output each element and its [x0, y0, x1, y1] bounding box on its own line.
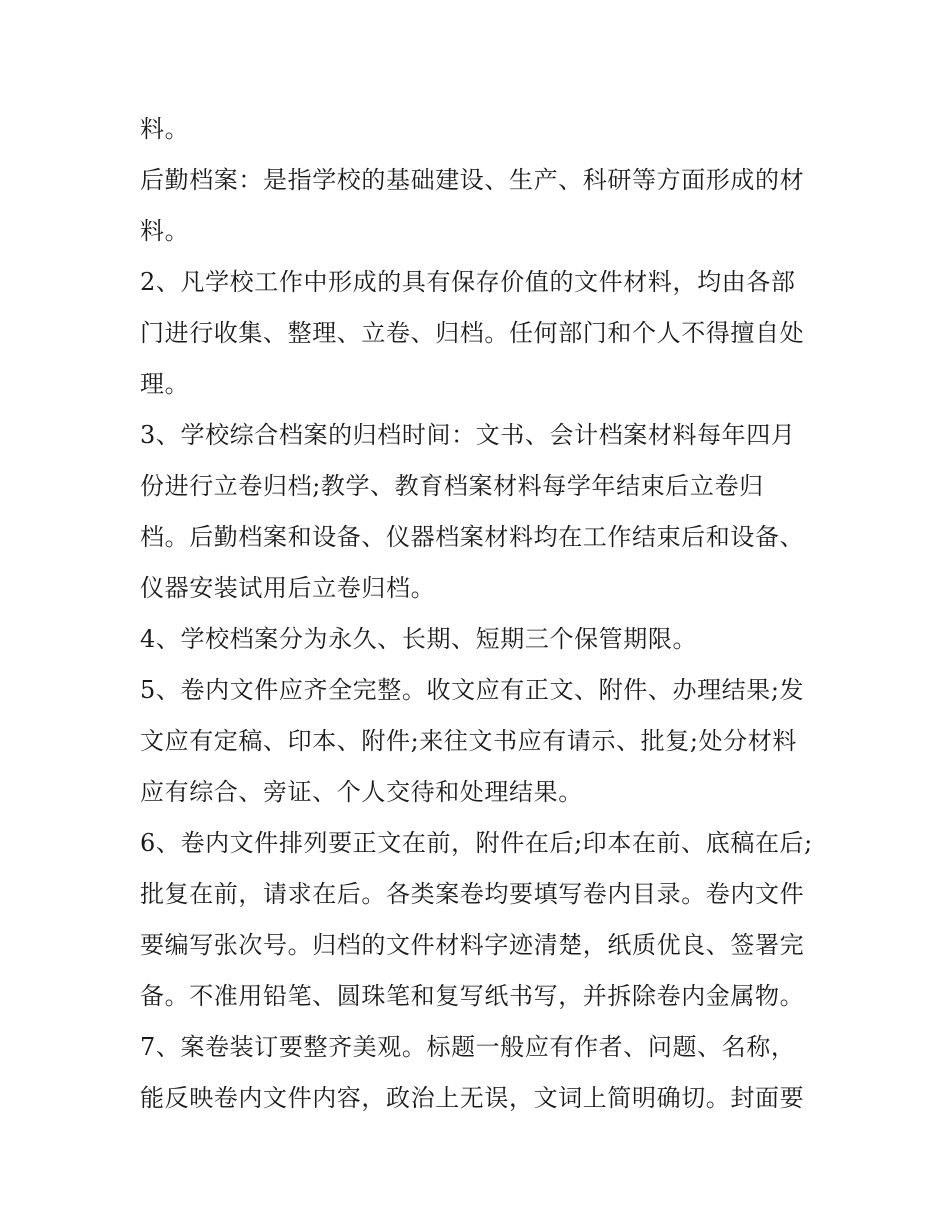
text-line: 文应有定稿、印本、附件;来往文书应有请示、批复;处分材料 — [140, 727, 797, 755]
text-line: 后勤档案：是指学校的基础建设、生产、科研等方面形成的材 — [140, 166, 805, 194]
text-line: 6、卷内文件排列要正文在前，附件在后;印本在前、底稿在后; — [140, 829, 813, 857]
text-line: 料。 — [140, 217, 190, 245]
text-line: 要编写张次号。归档的文件材料字迹清楚，纸质优良、签署完 — [140, 931, 805, 959]
text-line: 门进行收集、整理、立卷、归档。任何部门和个人不得擅自处 — [140, 319, 805, 347]
text-line: 4、学校档案分为永久、长期、短期三个保管期限。 — [140, 625, 698, 653]
text-line: 应有综合、旁证、个人交待和处理结果。 — [140, 778, 583, 806]
text-line: 备。不准用铅笔、圆珠笔和复写纸书写，并拆除卷内金属物。 — [140, 982, 805, 1010]
text-line: 7、案卷装订要整齐美观。标题一般应有作者、问题、名称， — [140, 1033, 796, 1061]
text-line: 3、学校综合档案的归档时间：文书、会计档案材料每年四月 — [140, 421, 796, 449]
text-line: 2、凡学校工作中形成的具有保存价值的文件材料，均由各部 — [140, 268, 796, 296]
text-line: 份进行立卷归档;教学、教育档案材料每学年结束后立卷归 — [140, 472, 764, 500]
text-line: 5、卷内文件应齐全完整。收文应有正文、附件、办理结果;发 — [140, 676, 805, 704]
text-line: 批复在前，请求在后。各类案卷均要填写卷内目录。卷内文件 — [140, 880, 805, 908]
document-body — [140, 104, 820, 1124]
text-line: 档。后勤档案和设备、仪器档案材料均在工作结束后和设备、 — [140, 523, 805, 551]
text-line: 理。 — [140, 370, 190, 398]
text-line: 仪器安装试用后立卷归档。 — [140, 574, 436, 602]
text-line: 料。 — [140, 115, 190, 143]
text-line: 能反映卷内文件内容，政治上无误，文词上简明确切。封面要 — [140, 1084, 805, 1112]
